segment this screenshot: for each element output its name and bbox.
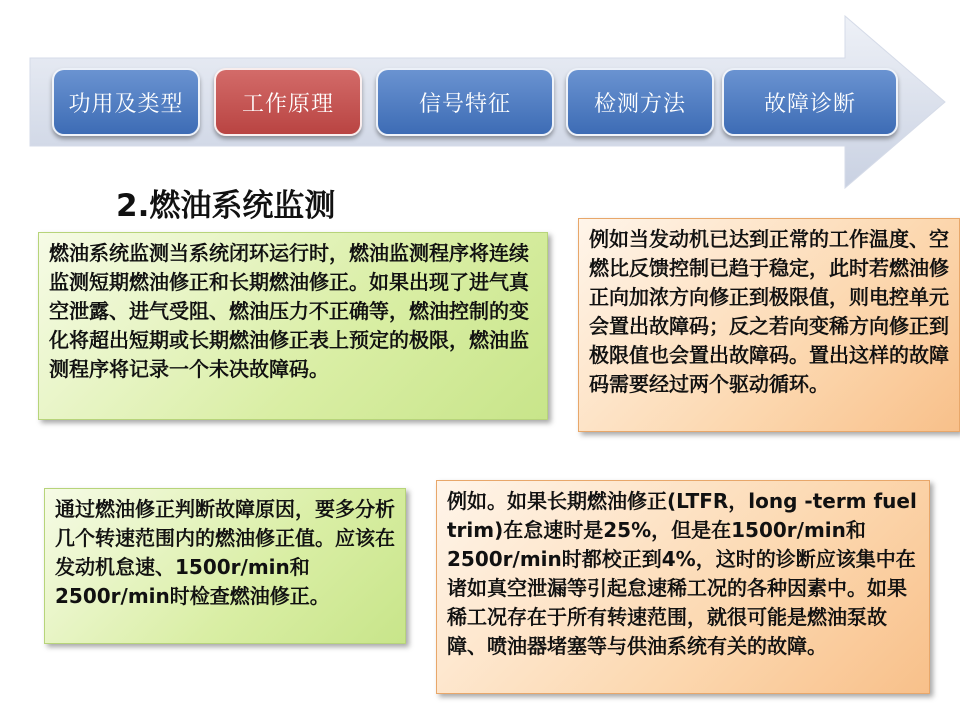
note-ltfr-example: 例如。如果长期燃油修正(LTFR，long -term fuel trim)在怠速时是25%，但是在1500r/min和2500r/min时都校正到4%，这时的诊断应该集中在诸如真空泄漏等引起怠速稀工况的各种因素中。如果稀工况存在于所有转速范围，就很可能是燃油泵故障、喷油器堵塞等与供油系统有关的故障。 xyxy=(436,480,930,694)
note-fuel-trim-analysis: 通过燃油修正判断故障原因，要多分析几个转速范围内的燃油修正值。应该在发动机怠速、1500r/min和2500r/min时检查燃油修正。 xyxy=(44,488,406,644)
page-title: 2.燃油系统监测 xyxy=(116,188,336,224)
tab-detection-methods[interactable]: 检测方法 xyxy=(566,68,714,136)
tab-signal-features[interactable]: 信号特征 xyxy=(376,68,554,136)
tab-functions-types[interactable]: 功用及类型 xyxy=(52,68,200,136)
note-fault-code-example: 例如当发动机已达到正常的工作温度、空燃比反馈控制已趋于稳定，此时若燃油修正向加浓方向修正到极限值，则电控单元会置出故障码；反之若向变稀方向修正到极限值也会置出故障码。置出这样的故障码需要经过两个驱动循环。 xyxy=(578,218,960,432)
tab-working-principle[interactable]: 工作原理 xyxy=(214,68,362,136)
note-fuel-monitoring: 燃油系统监测当系统闭环运行时，燃油监测程序将连续监测短期燃油修正和长期燃油修正。如果出现了进气真空泄露、进气受阻、燃油压力不正确等，燃油控制的变化将超出短期或长期燃油修正表上预定的极限，燃油监测程序将记录一个未决故障码。 xyxy=(38,232,548,420)
tab-fault-diagnosis[interactable]: 故障诊断 xyxy=(722,68,898,136)
